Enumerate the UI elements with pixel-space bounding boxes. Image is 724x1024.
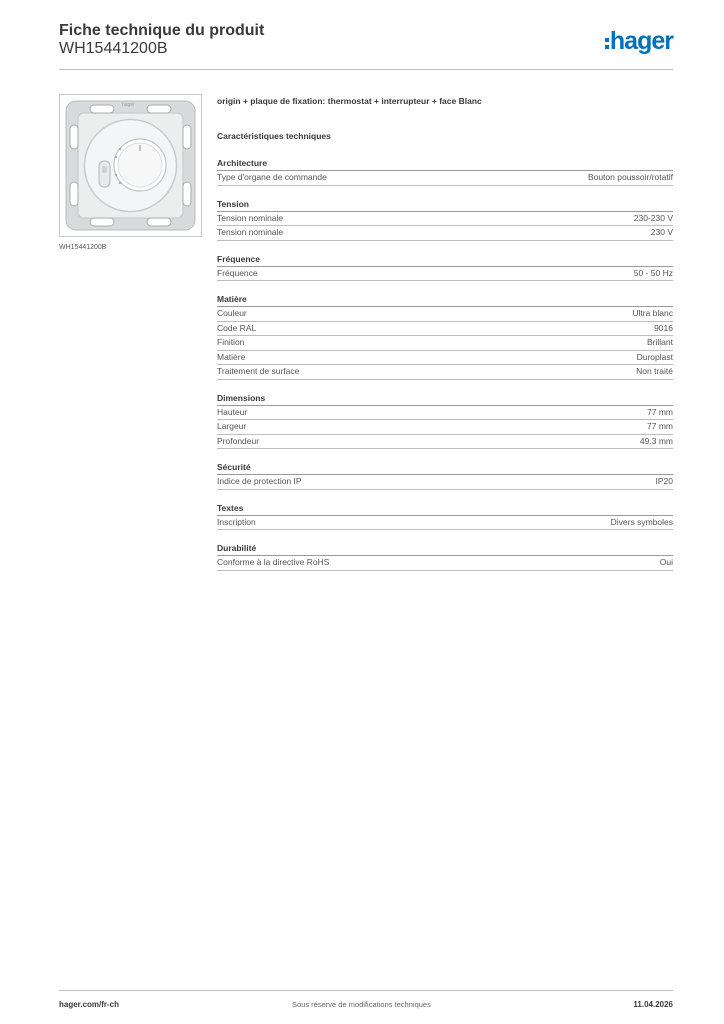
spec-value: 50 - 50 Hz <box>633 267 673 278</box>
spec-value: 77 mm <box>647 421 673 431</box>
spec-value: Brillant <box>647 337 673 347</box>
section-title: Architecture <box>217 157 673 171</box>
spec-row <box>217 336 673 351</box>
logo-dots-icon <box>605 38 609 49</box>
spec-label: Couleur <box>217 308 247 318</box>
section-title: Durabilité <box>217 542 673 556</box>
spec-label: Matière <box>217 351 246 362</box>
footer-date: 11.04.2026 <box>633 1000 673 1009</box>
spec-label: Type d'organe de commande <box>217 172 327 182</box>
spec-section <box>217 293 673 380</box>
spec-row <box>217 322 673 337</box>
footer-website: hager.com/fr-ch <box>59 1000 120 1009</box>
spec-label: Conforme à la directive RoHS <box>217 557 330 567</box>
page-footer <box>59 990 673 1015</box>
spec-row <box>217 226 673 241</box>
page-title: Fiche technique du produit <box>59 22 265 39</box>
spec-section <box>217 542 673 571</box>
spec-label: Inscription <box>217 516 256 527</box>
spec-row <box>217 171 673 186</box>
header-divider <box>59 69 673 70</box>
footer-disclaimer: Sous réserve de modifications techniques <box>292 1000 431 1009</box>
logo-text: hager <box>609 26 673 55</box>
spec-value: 230 V <box>650 227 673 237</box>
section-title: Textes <box>217 502 673 516</box>
section-title: Matière <box>217 293 673 307</box>
spec-row <box>217 267 673 282</box>
spec-label: Largeur <box>217 421 247 431</box>
spec-row <box>217 406 673 421</box>
spec-value: Non traité <box>636 366 673 376</box>
tech-heading: Caractéristiques techniques <box>217 131 331 141</box>
hager-logo <box>605 24 673 58</box>
spec-section <box>217 461 673 490</box>
page-header <box>59 20 673 68</box>
spec-row <box>217 420 673 435</box>
section-title: Dimensions <box>217 392 673 406</box>
spec-label: Hauteur <box>217 406 248 417</box>
section-title: Tension <box>217 198 673 212</box>
spec-section <box>217 198 673 241</box>
spec-row <box>217 435 673 450</box>
spec-row <box>217 307 673 322</box>
spec-value: 230-230 V <box>633 212 673 223</box>
spec-row <box>217 212 673 227</box>
spec-label: Profondeur <box>217 435 260 446</box>
image-caption: WH15441200B <box>59 244 107 251</box>
spec-section <box>217 502 673 531</box>
spec-label: Finition <box>217 337 245 347</box>
spec-value: Oui <box>659 557 673 567</box>
spec-label: Indice de protection IP <box>217 476 302 486</box>
spec-row <box>217 475 673 490</box>
spec-value: Bouton poussoir/rotatif <box>587 172 673 182</box>
spec-value: IP20 <box>655 476 673 486</box>
spec-value: 9016 <box>654 322 673 333</box>
section-title: Fréquence <box>217 253 673 267</box>
spec-label: Fréquence <box>217 267 258 278</box>
spec-row <box>217 351 673 366</box>
product-description: origin + plaque de fixation: thermostat + interrupteur + face Blanc <box>217 96 482 106</box>
spec-value: 77 mm <box>647 406 673 417</box>
thermostat-product-icon <box>60 95 201 236</box>
spec-section <box>217 157 673 186</box>
spec-label: Code RAL <box>217 322 257 333</box>
product-code: WH15441200B <box>59 40 168 57</box>
spec-sections <box>217 157 673 571</box>
spec-label: Tension nominale <box>217 227 284 237</box>
spec-section <box>217 392 673 450</box>
product-image <box>59 94 202 237</box>
spec-value: 49.3 mm <box>639 435 673 446</box>
plate-brand-text: hager <box>122 102 135 108</box>
spec-value: Divers symboles <box>610 516 673 527</box>
spec-row <box>217 365 673 380</box>
spec-value: Duroplast <box>636 351 673 362</box>
spec-label: Tension nominale <box>217 212 284 223</box>
spec-content <box>217 96 673 571</box>
spec-row <box>217 516 673 531</box>
spec-label: Traitement de surface <box>217 366 300 376</box>
section-title: Sécurité <box>217 461 673 475</box>
spec-row <box>217 556 673 571</box>
spec-section <box>217 253 673 282</box>
spec-value: Ultra blanc <box>632 308 673 318</box>
